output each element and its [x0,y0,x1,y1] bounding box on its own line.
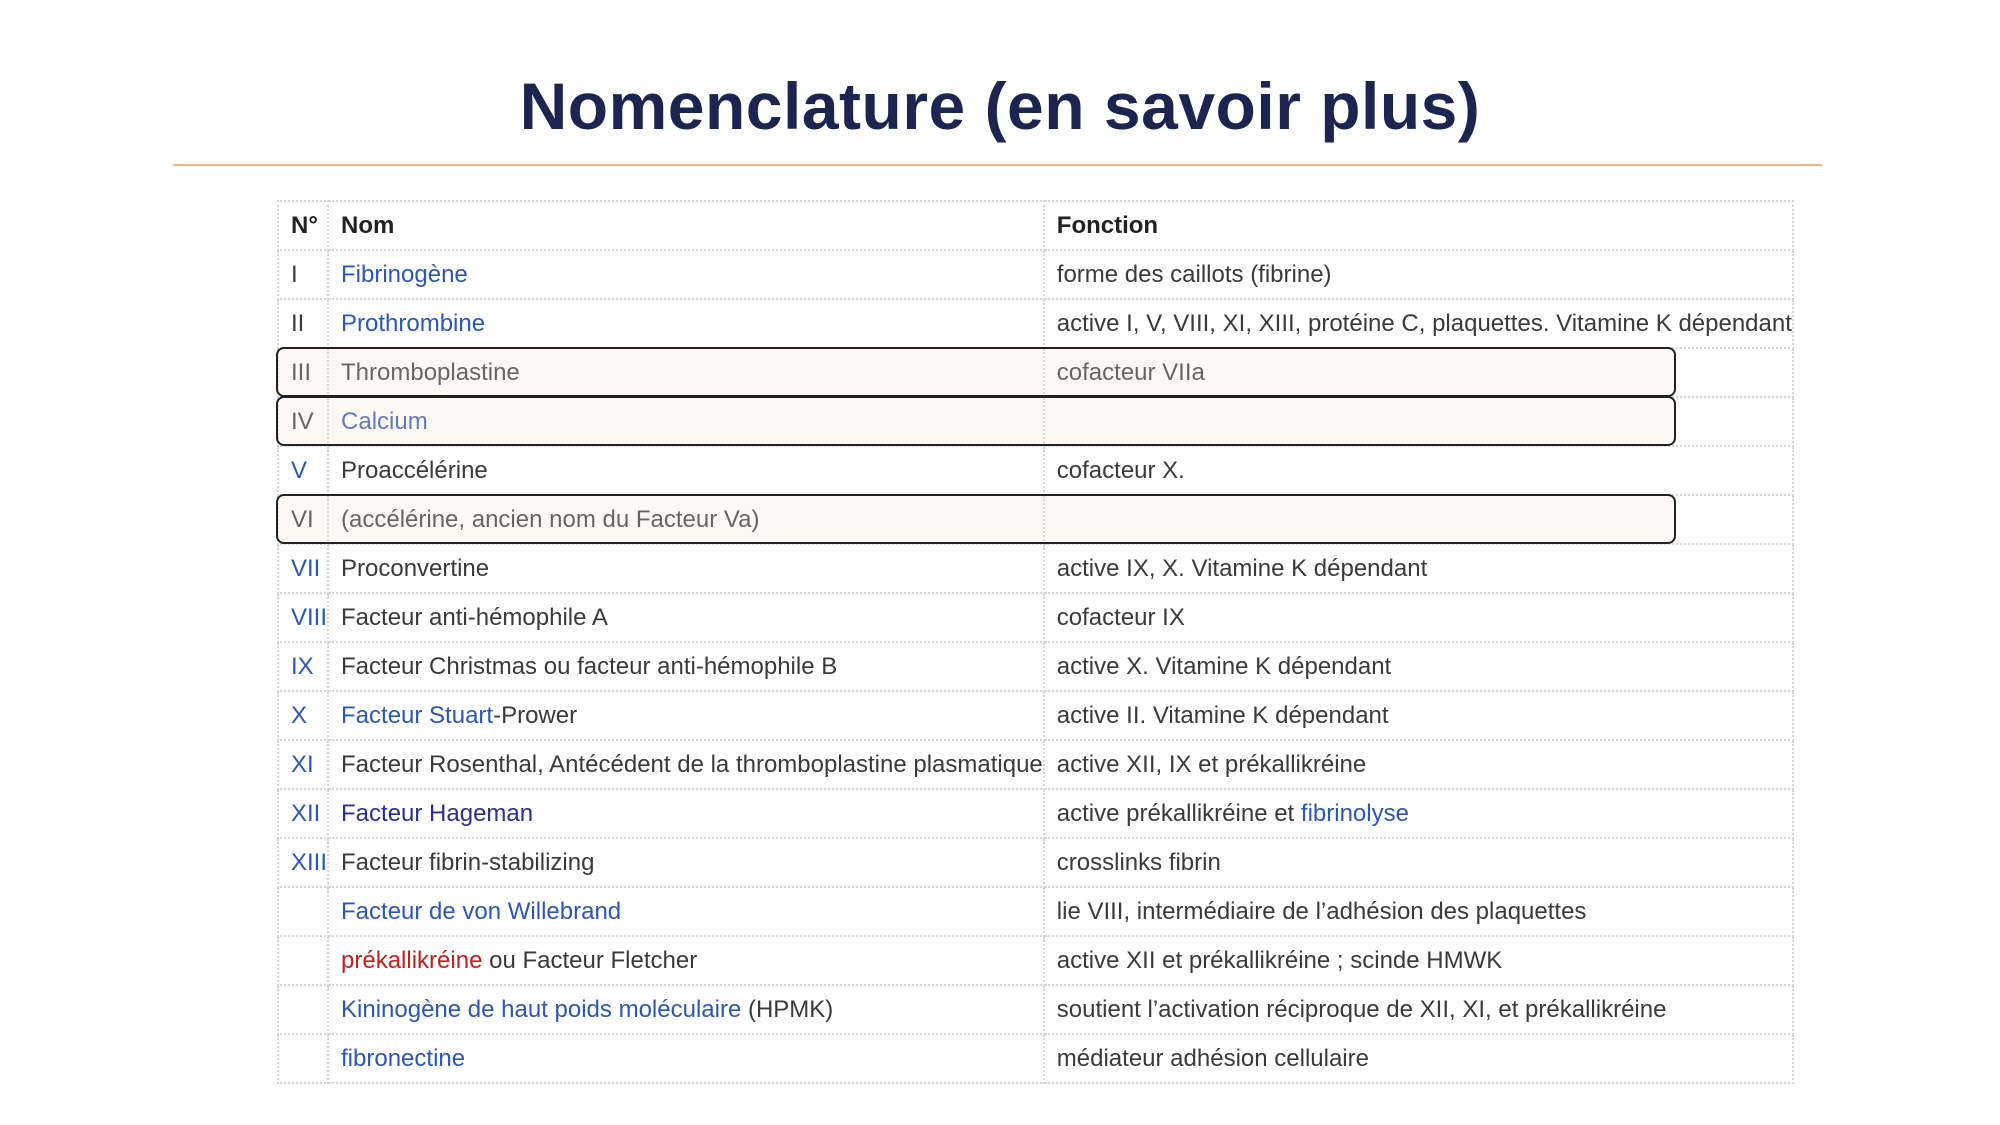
factor-nom-text: Facteur fibrin-stabilizing [341,848,595,876]
factor-number[interactable]: V [278,446,328,495]
factor-nom [328,789,1044,838]
factor-fonction [1044,985,1793,1034]
table-header-row [278,201,1793,250]
factor-number [278,1034,328,1083]
factor-fonction-text: active X. Vitamine K dépendant [1056,652,1392,680]
factor-nom-text: Thromboplastine [341,358,520,386]
factor-fonction [1044,397,1793,446]
factor-nom-text: Proaccélérine [341,456,488,484]
table-row [278,642,1793,691]
table-row [278,691,1793,740]
table-row [278,740,1793,789]
factor-nom-text: Facteur Rosenthal, Antécédent de la thromboplastine plasmatique [341,750,1043,778]
factor-nom-text: Facteur Christmas ou facteur anti-hémophile B [341,652,838,680]
factor-nom [328,838,1044,887]
table-row [278,985,1793,1034]
table-row [278,838,1793,887]
factor-nom-link[interactable]: Fibrinogène [341,260,468,288]
factor-number: VI [278,495,328,544]
slide-title: Nomenclature (en savoir plus) [519,69,1481,143]
factor-fonction [1044,495,1793,544]
factor-fonction [1044,887,1793,936]
factor-fonction [1044,838,1793,887]
factor-nom [328,397,1044,446]
factor-fonction [1044,446,1793,495]
factor-nom-link[interactable]: Facteur de von Willebrand [341,897,622,925]
factor-nom-link[interactable]: Facteur Stuart [341,701,494,729]
factor-fonction [1044,544,1793,593]
factor-number[interactable]: VIII [278,593,328,642]
factor-fonction [1044,593,1793,642]
factor-nom [328,887,1044,936]
header-nom: Nom [328,201,1044,250]
factor-fonction-text: forme des caillots (fibrine) [1056,260,1332,288]
factor-nom [328,593,1044,642]
table-row [278,789,1793,838]
factor-nom [328,740,1044,789]
table-row [278,887,1793,936]
table-row [278,1034,1793,1083]
factor-nom-link[interactable]: Kininogène de haut poids moléculaire [341,995,742,1023]
factor-fonction-text: active I, V, VIII, XI, XIII, protéine C, plaquettes. Vitamine K dépendant [1056,309,1792,337]
factor-fonction [1044,1034,1793,1083]
factor-number [278,887,328,936]
factor-fonction [1044,250,1793,299]
factor-fonction-link[interactable]: fibrinolyse [1300,799,1409,827]
factor-nom [328,348,1044,397]
factor-nom [328,446,1044,495]
factor-nom-text: Facteur anti-hémophile A [341,603,608,631]
factor-number[interactable]: VII [278,544,328,593]
factor-fonction [1044,789,1793,838]
factor-number [278,985,328,1034]
factor-fonction-text: active XII, IX et prékallikréine [1056,750,1367,778]
table-row [278,544,1793,593]
table-row [278,446,1793,495]
factor-fonction [1044,642,1793,691]
title-divider [173,164,1822,166]
factor-number[interactable]: XIII [278,838,328,887]
factor-nom [328,985,1044,1034]
table-row [278,936,1793,985]
factor-number[interactable]: IX [278,642,328,691]
factor-fonction-text: médiateur adhésion cellulaire [1056,1044,1369,1072]
factor-nom-text: (accélérine, ancien nom du Facteur Va) [341,505,760,533]
nomenclature-table [277,200,1794,1084]
factor-fonction [1044,691,1793,740]
factor-fonction-text: cofacteur VIIa [1056,358,1205,386]
factor-number [278,936,328,985]
factor-nom-text: -Prower [493,701,578,729]
table-row [278,348,1793,397]
factor-nom [328,495,1044,544]
factor-nom-link[interactable]: Prothrombine [341,309,486,337]
factor-number[interactable]: XII [278,789,328,838]
table-row [278,495,1793,544]
factor-number: II [278,299,328,348]
factor-nom [328,544,1044,593]
factor-fonction-text: active XII et prékallikréine ; scinde HMWK [1056,946,1503,974]
factor-fonction-text: active prékallikréine et [1056,799,1301,827]
header-fonction: Fonction [1044,201,1793,250]
factor-fonction [1044,299,1793,348]
factor-number[interactable]: X [278,691,328,740]
factor-number: III [278,348,328,397]
factor-fonction [1044,936,1793,985]
factor-number[interactable]: XI [278,740,328,789]
table-row [278,250,1793,299]
factor-nom-link[interactable]: Facteur Hageman [341,799,534,827]
factor-number: IV [278,397,328,446]
factor-nom [328,936,1044,985]
factor-fonction-text: crosslinks fibrin [1056,848,1221,876]
factor-nom-link[interactable]: fibronectine [341,1044,466,1072]
factor-nom-text: Proconvertine [341,554,490,582]
factor-fonction [1044,348,1793,397]
factor-nom [328,299,1044,348]
factor-number: I [278,250,328,299]
factor-nom-link[interactable]: Calcium [341,407,428,435]
factor-fonction-text: active II. Vitamine K dépendant [1056,701,1389,729]
factor-nom [328,642,1044,691]
factor-nom [328,691,1044,740]
factor-nom [328,1034,1044,1083]
factor-fonction-text: cofacteur IX [1056,603,1185,631]
table-row [278,397,1793,446]
factor-nom-text: (HPMK) [741,995,834,1023]
table-row [278,593,1793,642]
factor-fonction [1044,740,1793,789]
header-n: N° [278,201,328,250]
table-body [278,250,1793,1083]
factor-nom-link[interactable]: prékallikréine [341,946,483,974]
table-row [278,299,1793,348]
factor-nom-text: ou Facteur Fletcher [482,946,698,974]
factor-fonction-text: soutient l’activation réciproque de XII, XI, et prékallikréine [1056,995,1667,1023]
factor-fonction-text: active IX, X. Vitamine K dépendant [1056,554,1428,582]
factor-nom [328,250,1044,299]
factor-fonction-text: lie VIII, intermédiaire de l’adhésion des plaquettes [1056,897,1587,925]
factor-fonction-text: cofacteur X. [1056,456,1185,484]
